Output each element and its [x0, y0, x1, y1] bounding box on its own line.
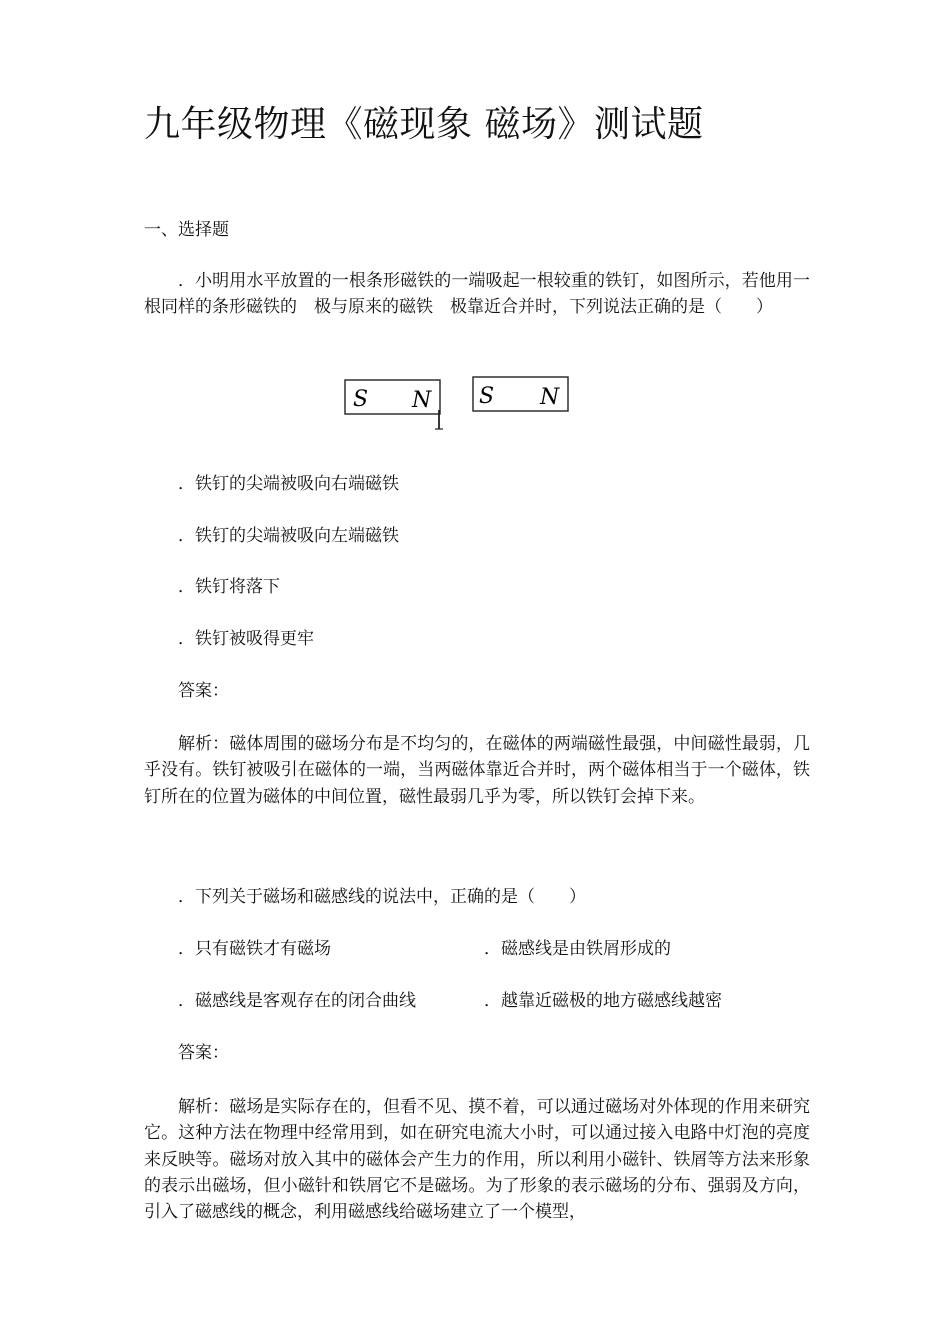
question-2-option-d: ．越靠近磁极的地方磁感线越密 — [484, 991, 722, 1011]
question-2-stem: ．下列关于磁场和磁感线的说法中，正确的是（ ） — [178, 887, 586, 907]
question-1-option-c: ．铁钉将落下 — [178, 577, 280, 597]
iron-nail — [435, 410, 443, 429]
question-2-option-c: ．磁感线是客观存在的闭合曲线 — [178, 991, 416, 1011]
question-2-analysis: 解析：磁场是实际存在的，但看不见、摸不着，可以通过磁场对外体现的作用来研究它。这种方法在物理中经常用到，如在研究电流大小时，可以通过接入电路中灯泡的亮度来反映等。磁场对放入其中的磁体会产生力的作用，所以利用小磁针、铁屑等方法来形象的表示出磁场，但小磁针和铁屑它不是磁场。为了形象的表示磁场的分布、强弱及方向，引入了磁感线的概念，利用磁感线给磁场建立了一个模型， — [144, 1097, 810, 1223]
question-2-option-a: ．只有磁铁才有磁场 — [178, 939, 331, 959]
question-1-analysis: 解析：磁体周围的磁场分布是不均匀的，在磁体的两端磁性最强，中间磁性最弱，几乎没有。铁钉被吸引在磁体的一端，当两磁体靠近合并时，两个磁体相当于一个磁体，铁钉所在的位置为磁体的中间位置，磁性最弱几乎为零，所以铁钉会掉下来。 — [144, 734, 810, 807]
right-magnet-s-label: S — [479, 384, 495, 409]
document-title: 九年级物理《磁现象 磁场》测试题 — [144, 104, 704, 145]
question-2-option-b: ．磁感线是由铁屑形成的 — [484, 939, 671, 959]
question-1-option-a: ．铁钉的尖端被吸向右端磁铁 — [178, 474, 399, 494]
left-magnet-n-label: N — [412, 388, 432, 413]
section-heading: 一、选择题 — [144, 220, 229, 240]
question-1-stem: ．小明用水平放置的一根条形磁铁的一端吸起一根较重的铁钉，如图所示，若他用一根同样的条形磁铁的 极与原来的磁铁 极靠近合并时，下列说法正确的是（ ） — [144, 271, 810, 318]
right-magnet-n-label: N — [540, 385, 560, 410]
left-magnet — [345, 380, 440, 414]
question-1-answer: 答案： — [178, 681, 229, 701]
question-1-option-b: ．铁钉的尖端被吸向左端磁铁 — [178, 526, 399, 546]
magnets-figure — [340, 372, 576, 434]
right-magnet — [473, 377, 568, 411]
question-1-option-d: ．铁钉被吸得更牢 — [178, 629, 314, 649]
question-2-answer: 答案： — [178, 1043, 229, 1063]
left-magnet-s-label: S — [353, 387, 369, 412]
